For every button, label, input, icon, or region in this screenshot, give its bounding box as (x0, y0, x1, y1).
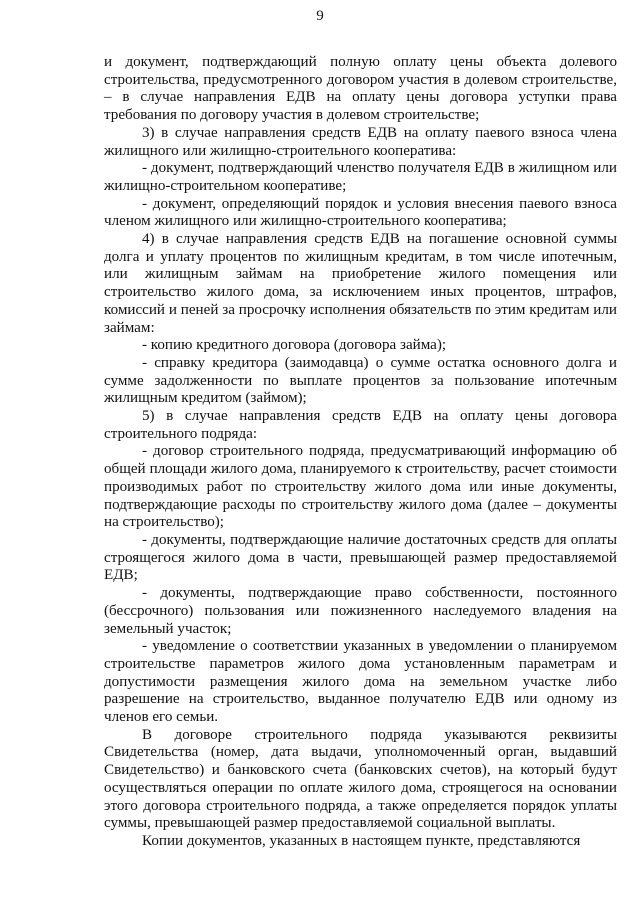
paragraph-14: Копии документов, указанных в настоящем пункте, представляются (142, 832, 581, 849)
paragraph-2: 3) в случае направления средств ЕДВ на оплату паевого взноса члена жилищного или жилищно-строительного кооператива: (104, 124, 617, 159)
paragraph-7: - справку кредитора (заимодавца) о сумме остатка основного долга и сумме задолженности по выплате процентов за пользование ипотечным жилищным кредитом (займом); (104, 354, 617, 407)
paragraph-9: - договор строительного подряда, предусматривающий информацию об общей площади жилого дома, планируемого к строительству, расчет стоимости производимых работ по строительству жилого дома или иные документы, подтверждающие расходы по строительству жилого дома (далее – документы на строительство); (104, 443, 617, 531)
paragraph-12: - уведомление о соответствии указанных в уведомлении о планируемом строительстве параметров жилого дома установленным параметрам и допустимости размещения жилого дома на земельном участке либо разрешение на строительство, выданное получателю ЕДВ или одному из членов его семьи. (104, 638, 617, 726)
paragraph-3: - документ, подтверждающий членство получателя ЕДВ в жилищном или жилищно-строительном кооперативе; (104, 160, 617, 194)
paragraph-4: - документ, определяющий порядок и условия внесения паевого взноса членом жилищного или жилищно-строительного кооператива; (104, 195, 617, 230)
page-number: 9 (316, 8, 324, 24)
document-body (104, 54, 617, 851)
paragraph-13: В договоре строительного подряда указываются реквизиты Свидетельства (номер, дата выдачи, уполномоченный орган, выдавший Свидетельство) и банковского счета (банковских счетов), на который будут осуществляться операции по оплате жилого дома, строящегося на основании этого договора строительного подряда, а также определяется порядок уплаты суммы, превышающей размер предоставляемой социальной выплаты. (104, 726, 617, 832)
paragraph-5: 4) в случае направления средств ЕДВ на погашение основной суммы долга и уплату процентов по жилищным кредитам, в том числе ипотечным, или жилищным займам на приобретение жилого помещения или строительство жилого дома, за исключением иных процентов, штрафов, комиссий и пеней за просрочку исполнения обязательств по этим кредитам или займам: (104, 231, 617, 336)
paragraph-11: - документы, подтверждающие право собственности, постоянного (бессрочного) пользования или пожизненного наследуемого владения на земельный участок; (104, 585, 617, 637)
paragraph-1: и документ, подтверждающий полную оплату цены объекта долевого строительства, предусмотренного договором участия в долевом строительстве, – в случае направления ЕДВ на оплату цены договора уступки права требования по договору участия в долевом строительстве; (104, 54, 617, 124)
paragraph-10: - документы, подтверждающие наличие достаточных средств для оплаты строящегося жилого дома в части, превышающей размер предоставляемой ЕДВ; (104, 531, 617, 584)
paragraph-6: - копию кредитного договора (договора займа); (142, 337, 447, 354)
paragraph-8: 5) в случае направления средств ЕДВ на оплату цены договора строительного подряда: (104, 408, 617, 442)
